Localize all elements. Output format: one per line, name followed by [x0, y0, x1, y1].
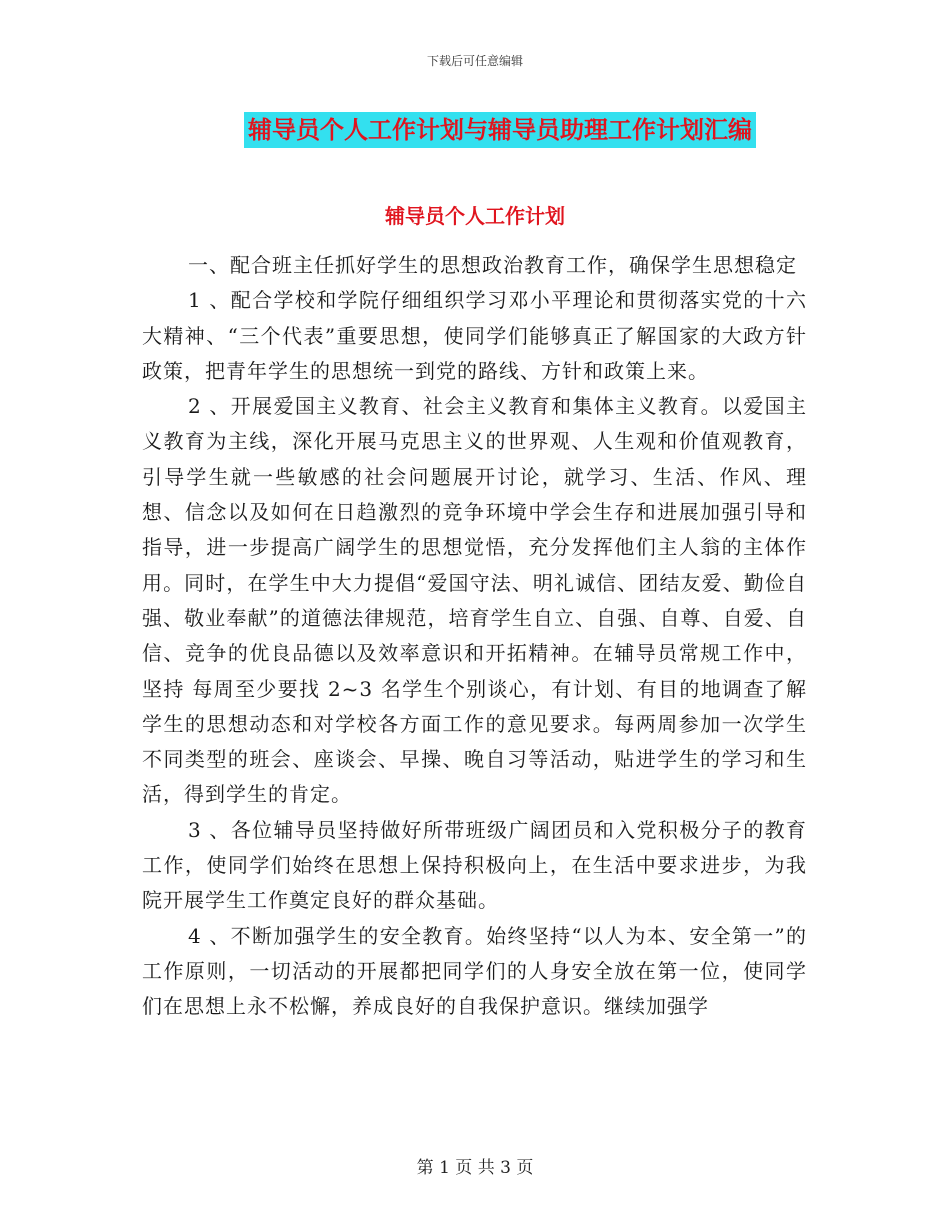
document-body: [142, 248, 807, 1025]
paragraph-item-1: 1 、配合学校和学院仔细组织学习邓小平理论和贯彻落实党的十六大精神、“三个代表”重要思想，使同学们能够真正了解国家的大政方针政策，把青年学生的思想统一到党的路线、方针和政策上来。: [142, 288, 807, 383]
main-title-container: [0, 112, 950, 148]
page-header-note: 下载后可任意编辑: [426, 54, 523, 68]
section-title: 辅导员个人工作计划: [385, 204, 565, 228]
paragraph-item-3: 3 、各位辅导员坚持做好所带班级广阔团员和入党积极分子的教育工作，使同学们始终在思想上保持积极向上，在生活中要求进步，为我院开展学生工作奠定良好的群众基础。: [142, 817, 807, 913]
paragraph-item-4: 4 、不断加强学生的安全教育。始终坚持“以人为本、安全第一”的工作原则，一切活动的开展都把同学们的人身安全放在第一位，使同学们在思想上永不松懈，养成良好的自我保护意识。继续加强学: [142, 923, 807, 1019]
document-main-title: 辅导员个人工作计划与辅导员助理工作计划汇编: [244, 112, 756, 148]
page-number: 第 1 页 共 3 页: [416, 1158, 534, 1178]
paragraph-item-2: 2 、开展爱国主义教育、社会主义教育和集体主义教育。以爱国主义教育为主线，深化开展马克思主义的世界观、人生观和价值观教育，引导学生就一些敏感的社会问题展开讨论，就学习、生活、作风、理想、信念以及如何在日趋激烈的竞争环境中学会生存和进展加强引导和指导，进一步提高广阔学生的思想觉悟，充分发挥他们主人翁的主体作用。同时，在学生中大力提倡“爱国守法、明礼诚信、团结友爱、勤俭自强、敬业奉献”的道德法律规范，培育学生自立、自强、自尊、自爱、自信、竞争的优良品德以及效率意识和开拓精神。在辅导员常规工作中，坚持 每周至少要找 2~3 名学生个别谈心，有计划、有目的地调查了解学生的思想动态和对学校各方面工作的意见要求。每两周参加一次学生不同类型的班会、座谈会、早操、晚自习等活动，贴进学生的学习和生活，得到学生的肯定。: [142, 394, 807, 807]
paragraph-heading-1: 一、配合班主任抓好学生的思想政治教育工作，确保学生思想稳定: [188, 253, 797, 277]
